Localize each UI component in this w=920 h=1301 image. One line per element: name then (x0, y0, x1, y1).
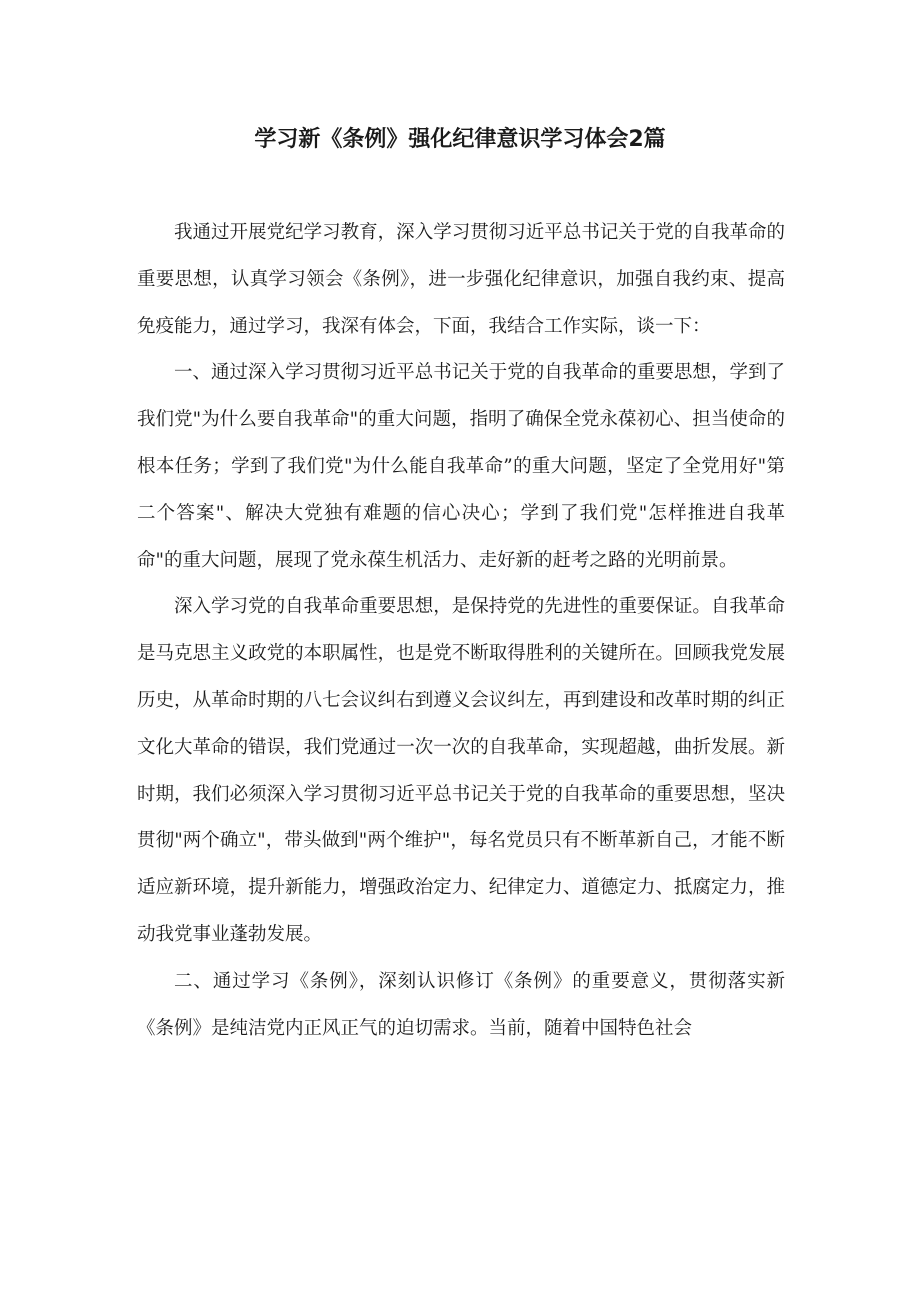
paragraph-section-two: 二、通过学习《条例》，深刻认识修订《条例》的重要意义，贯彻落实新《条例》是纯洁党内正风正气的迫切需求。当前，随着中国特色社会 (137, 970, 785, 1039)
paragraph-section-one: 一、通过深入学习贯彻习近平总书记关于党的自我革命的重要思想，学到了我们党"为什么要自我革命"的重大问题，指明了确保全党永葆初心、担当使命的根本任务；学到了我们党"为什么能自我革命”的重大问题，坚定了全党用好"第二个答案"、解决大党独有难题的信心决心；学到了我们党"怎样推进自我革命"的重大问题，展现了党永葆生机活力、走好新的赶考之路的光明前景。 (137, 362, 785, 571)
document-body (137, 210, 785, 1052)
document-title: 学习新《条例》强化纪律意识学习体会2篇 (254, 127, 666, 152)
paragraph-intro: 我通过开展党纪学习教育，深入学习贯彻习近平总书记关于党的自我革命的重要思想，认真学习领会《条例》，进一步强化纪律意识，加强自我约束、提高免疫能力，通过学习，我深有体会，下面，我结合工作实际，谈一下： (137, 222, 785, 337)
paragraph-self-revolution: 深入学习党的自我革命重要思想，是保持党的先进性的重要保证。自我革命是马克思主义政党的本职属性，也是党不断取得胜利的关键所在。回顾我党发展历史，从革命时期的八七会议纠右到遵义会议纠左，再到建设和改革时期的纠正文化大革命的错误，我们党通过一次一次的自我革命，实现超越，曲折发展。新时期，我们必须深入学习贯彻习近平总书记关于党的自我革命的重要思想，坚决贯彻"两个确立"，带头做到"两个维护"，每名党员只有不断革新自己，才能不断适应新环境，提升新能力，增强政治定力、纪律定力、道德定力、抵腐定力，推动我党事业蓬勃发展。 (137, 596, 785, 945)
